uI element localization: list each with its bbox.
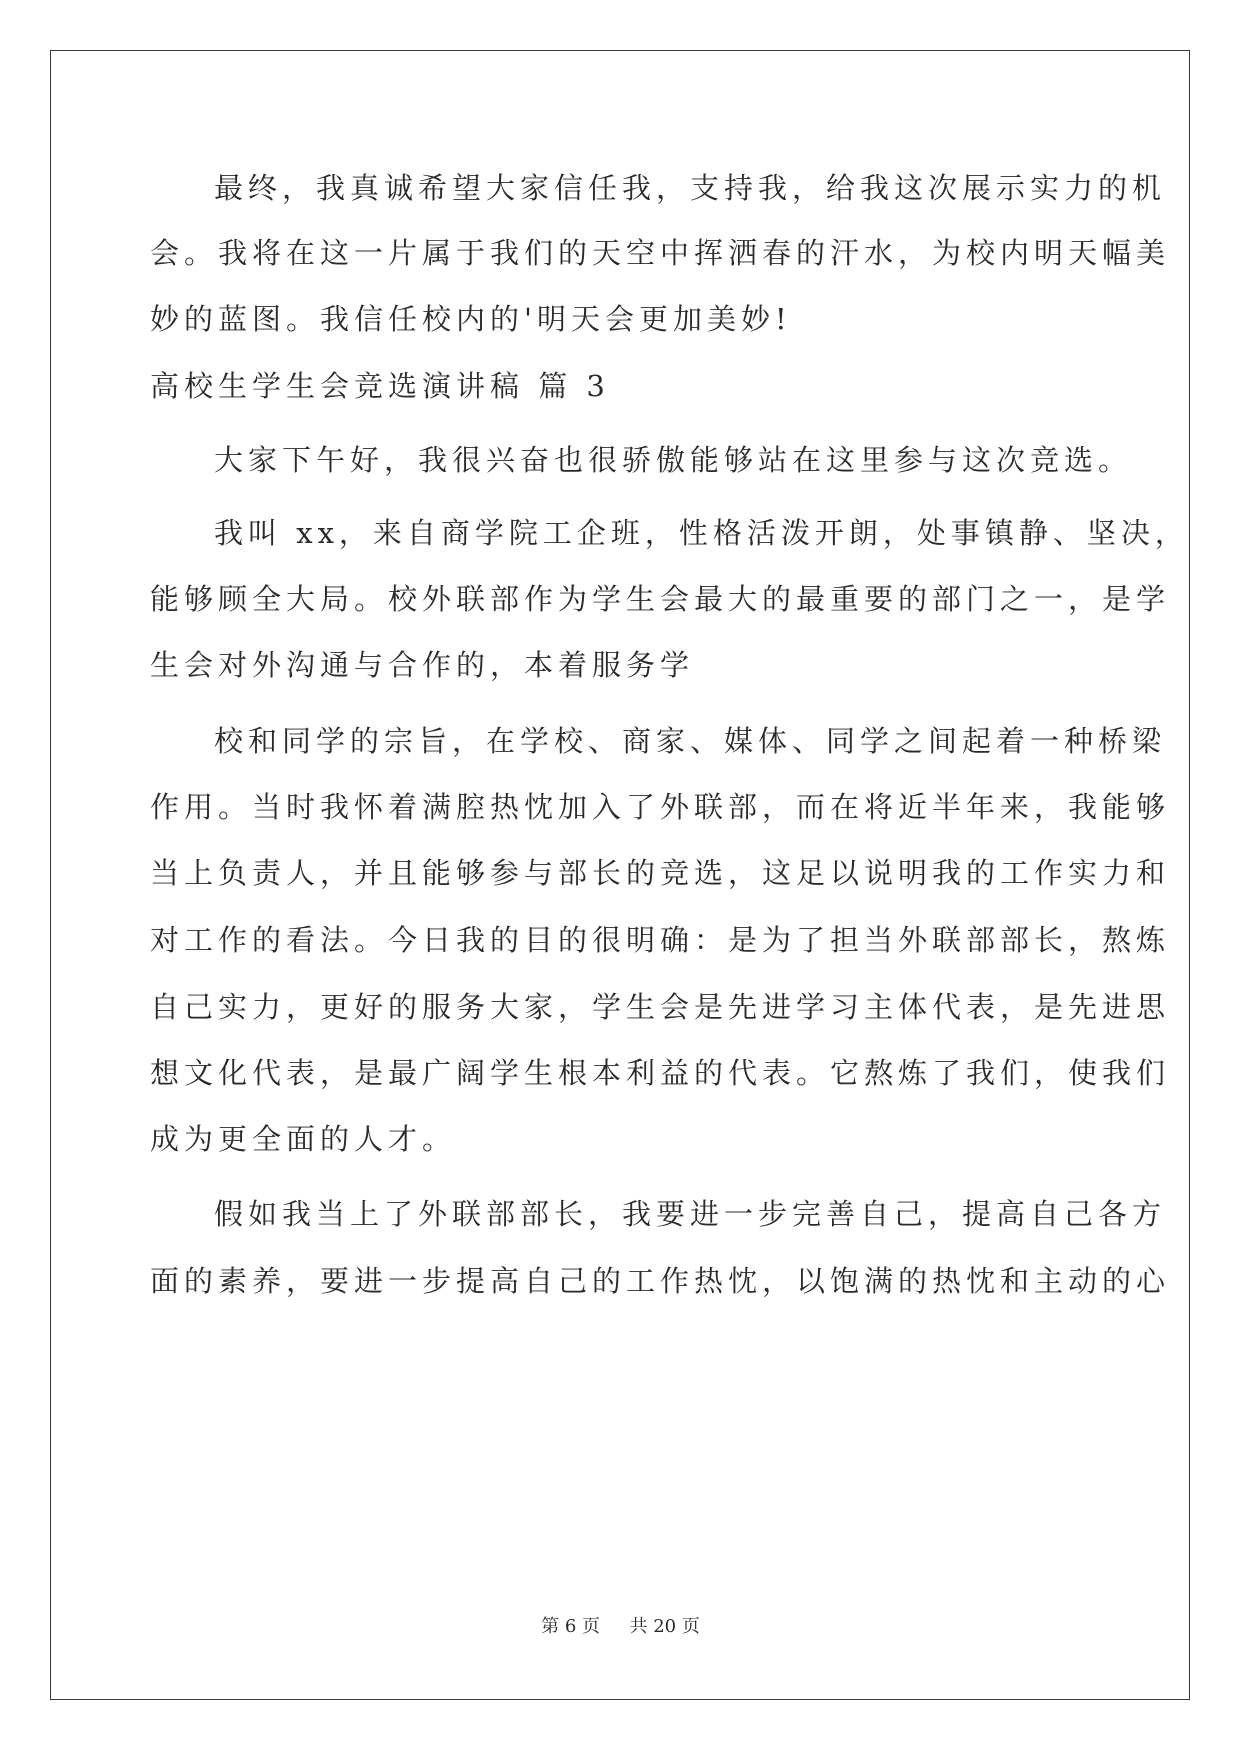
body-line: 大家下午好，我很兴奋也很骄傲能够站在这里参与这次竞选。 — [214, 443, 1133, 477]
body-line: 想文化代表，是最广阔学生根本利益的代表。它熬炼了我们，使我们 — [150, 1056, 1171, 1090]
body-line: 我叫 xx，来自商学院工企班，性格活泼开朗，处事镇静、坚决， — [214, 516, 1189, 550]
body-line: 当上负责人，并且能够参与部长的竞选，这足以说明我的工作实力和 — [150, 856, 1171, 890]
page-total: 共 20 页 — [629, 1616, 700, 1637]
body-line: 最终，我真诚希望大家信任我，支持我，给我这次展示实力的机 — [214, 171, 1167, 205]
body-line: 能够顾全大局。校外联部作为学生会最大的最重要的部门之一，是学 — [150, 582, 1171, 616]
page-footer — [0, 1615, 1241, 1639]
body-line: 对工作的看法。今日我的目的很明确：是为了担当外联部部长，熬炼 — [150, 923, 1171, 957]
body-line: 妙的蓝图。我信任校内的'明天会更加美妙! — [150, 302, 792, 336]
body-line: 校和同学的宗旨，在学校、商家、媒体、同学之间起着一种桥梁 — [214, 724, 1167, 758]
body-line: 自己实力，更好的服务大家，学生会是先进学习主体代表，是先进思 — [150, 990, 1171, 1024]
body-line: 生会对外沟通与合作的，本着服务学 — [150, 648, 695, 682]
body-line: 假如我当上了外联部部长，我要进一步完善自己，提高自己各方 — [214, 1197, 1167, 1231]
page-number: 第 6 页 — [541, 1616, 601, 1637]
body-line: 成为更全面的人才。 — [150, 1122, 457, 1156]
section-heading: 高校生学生会竞选演讲稿 篇 3 — [150, 369, 610, 403]
body-line: 作用。当时我怀着满腔热忱加入了外联部，而在将近半年来，我能够 — [150, 790, 1171, 824]
body-line: 会。我将在这一片属于我们的天空中挥洒春的汗水，为校内明天幅美 — [150, 236, 1171, 270]
body-line: 面的素养，要进一步提高自己的工作热忱，以饱满的热忱和主动的心 — [150, 1264, 1171, 1298]
